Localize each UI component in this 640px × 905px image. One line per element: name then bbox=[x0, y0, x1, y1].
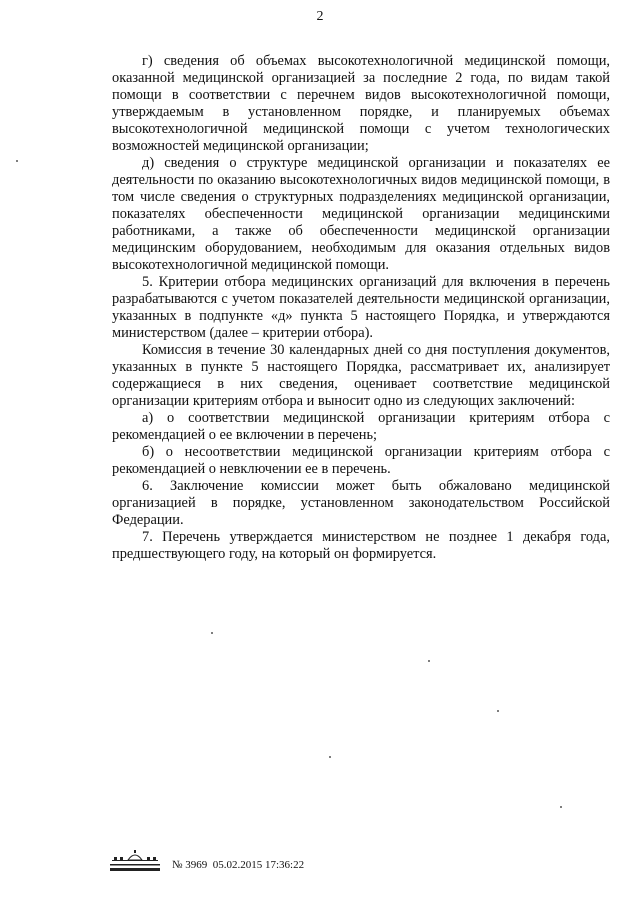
paragraph-5: 5. Критерии отбора медицинских организаций для включения в перечень разрабатываются с учетом показателей деятельности медицинской организации, указанных в подпункте «д» пункта 5 настоящего Порядка, и утверждаются министерством (далее – критерии отбора). bbox=[112, 274, 610, 341]
paragraph-7: 7. Перечень утверждается министерством не позднее 1 декабря года, предшествующего году, на который он формируется. bbox=[112, 529, 610, 562]
paragraph-a: а) о соответствии медицинской организации критериям отбора с рекомендацией о ее включении в перечень; bbox=[112, 410, 610, 443]
document-body bbox=[112, 53, 610, 563]
paragraph-commission: Комиссия в течение 30 календарных дней со дня поступления документов, указанных в пункте 5 настоящего Порядка, рассматривает их, анализирует содержащиеся в них сведения, оценивает соответствие медицинской организации критериям отбора и выносит одно из следующих заключений: bbox=[112, 342, 610, 409]
page-number: 2 bbox=[316, 9, 324, 24]
scan-speck bbox=[428, 660, 430, 662]
scan-speck bbox=[560, 806, 562, 808]
legislature-logo bbox=[108, 848, 162, 872]
scan-speck bbox=[16, 160, 18, 162]
paragraph-b: б) о несоответствии медицинской организации критериям отбора с рекомендацией о невключении ее в перечень. bbox=[112, 444, 610, 477]
paragraph-d: д) сведения о структуре медицинской организации и показателях ее деятельности по оказанию высокотехнологичных видов медицинской помощи, в том числе сведения о структурных подразделениях медицинской организации, показателях обеспеченности медицинской организации медицинскими работниками, а также об обеспеченности медицинской организации медицинским оборудованием, необходимым для оказания отдельных видов высокотехнологичной медицинской помощи. bbox=[112, 155, 610, 273]
paragraph-6: 6. Заключение комиссии может быть обжаловано медицинской организацией в порядке, установленном законодательством Российской Федерации. bbox=[112, 478, 610, 528]
paragraph-g: г) сведения об объемах высокотехнологичной медицинской помощи, оказанной медицинской организацией за последние 2 года, по видам такой помощи в соответствии с перечнем видов высокотехнологичной помощи, утверждаемым в установленном порядке, и планируемых объемах высокотехнологичной медицинской помощи с учетом технологических возможностей медицинской организации; bbox=[112, 53, 610, 154]
footer-stamp bbox=[108, 848, 304, 872]
scan-speck bbox=[497, 710, 499, 712]
scan-speck bbox=[211, 632, 213, 634]
registration-stamp: № 3969 05.02.2015 17:36:22 bbox=[172, 859, 305, 871]
scan-speck bbox=[329, 756, 331, 758]
